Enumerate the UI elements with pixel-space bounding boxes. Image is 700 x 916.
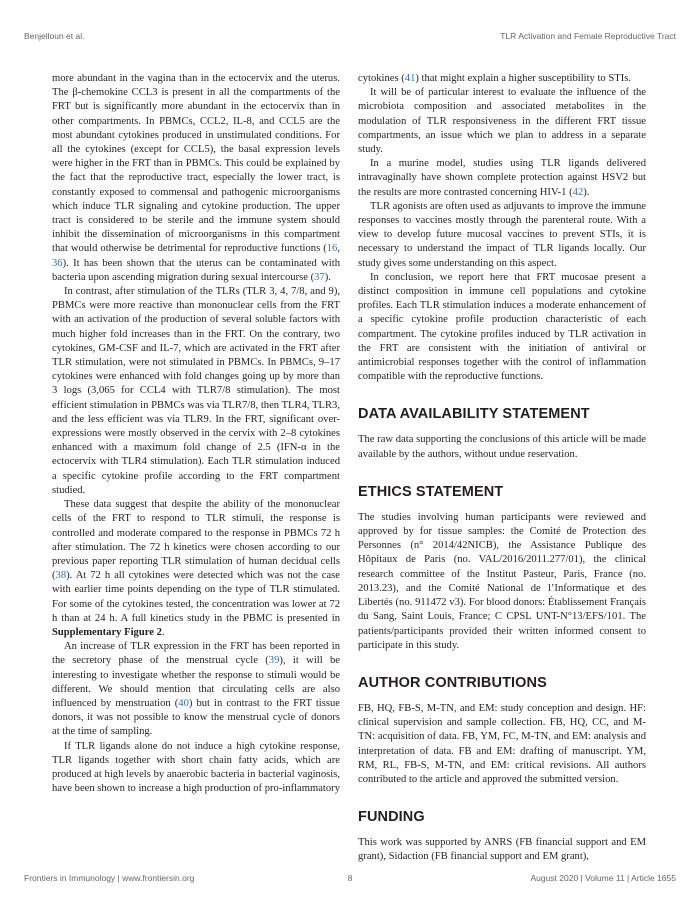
funding-text: This work was supported by ANRS (FB financial support and EM grant), Sidaction (FB financial support and EM grant), bbox=[358, 837, 646, 863]
citation-link[interactable]: 36 bbox=[52, 257, 63, 269]
paragraph: TLR agonists are often used as adjuvants to improve the immune responses to vaccines mostly through the parenteral route. With a view to develop future mucosal vaccines to prevent STIs, it is necessary to understand the impact of TLR ligands locally. Our study gives some understanding on this aspect. bbox=[358, 200, 646, 269]
paragraph: It will be of particular interest to evaluate the influence of the microbiota composition and associated metabolites in the modulation of TLR responsiveness in the different FRT tissue compartments, an issue which we plan to address in a separate study. bbox=[358, 87, 646, 156]
right-column bbox=[358, 72, 646, 865]
section-heading-author-contributions: AUTHOR CONTRIBUTIONS bbox=[358, 674, 547, 691]
footer-journal-link[interactable]: Frontiers in Immunology | www.frontiersin.org bbox=[24, 873, 195, 883]
author-contributions-text: FB, HQ, FB-S, M-TN, and EM: study conception and design. HF: clinical supervision and sample collection. FB, HQ, CC, and M-TN: acquisition of data. FB, YM, FC, M-TN, and EM: analysis and interpretation of data. FB and EM: drafting of manuscript. YM, RM, RL, FB-S, M-TN, and EM: critical revisions. All authors contributed to the article and approved the submitted version. bbox=[358, 702, 646, 785]
ethics-text: The studies involving human participants were reviewed and approved by for tissue samples: the Comité de Protection des Personnes (n° 2014/42NICB), the Assistance Publique des Hôpitaux de Paris (no. VAL/2016/2011.277/01), the clinical research committee of the Institut Pasteur, Paris, France (no. 2013.23), and the Comité National de l’Informatique et des Libertés (no. 911472 v3). For blood donors: Établissement Français du Sang, Saint Louis, France; C CPSL UNT-N°13/EFS/101. The patients/participants provided their written informed consent to participate in this study. bbox=[358, 511, 646, 651]
citation-link[interactable]: 40 bbox=[178, 697, 189, 709]
citation-link[interactable]: 38 bbox=[55, 570, 67, 582]
section-heading-funding: FUNDING bbox=[358, 809, 425, 826]
citation-link[interactable]: 41 bbox=[404, 73, 416, 84]
footer-issue-info: August 2020 | Volume 11 | Article 1655 bbox=[530, 873, 676, 883]
left-column bbox=[52, 72, 340, 796]
supplementary-figure-link[interactable]: Supplementary Figure 2 bbox=[52, 626, 162, 638]
paragraph: In conclusion, we report here that FRT mucosae present a distinct composition in immune cell populations and cytokine profiles. Each TLR stimulation induces a moderate enhancement of a specific cytokine profile production characteristic of each compartment. The cytokine profiles induced by TLR activation in the FRT are consistent with the initiation of antiviral or antimicrobial responses together with the control of inflammation compatible with the reproductive functions. bbox=[358, 271, 646, 383]
paragraph: In contrast, after stimulation of the TLRs (TLR 3, 4, 7/8, and 9), PBMCs were more reactive than mononuclear cells from the FRT with an activation of the production of several soluble factors with much higher fold increases than in the FRT. On the contrary, two cytokines, GM-CSF and IL-7, which are activated in the FRT after TLR stimulation, were not stimulated in PBMCs. In PBMCs, 9–17 cytokines were enhanced with fold changes going up by more than 3 logs (3,065 for CCL4 with TLR7/8 stimulation). The most efficient stimulation in PBMCs was via TLR7/8, then TLR4, TLR3, and the less efficient was via TLR9. In the FRT, significant over-expressions were mostly observed in the cervix with 2–8 cytokines enhanced with a maximum fold change of 2.5 (IFN-α in the ectocervix with TLR4 stimulation). Each TLR stimulation induced a specific cytokine profile according to the FRT compartment studied. bbox=[52, 286, 340, 496]
citation-link[interactable]: 16 bbox=[326, 243, 338, 255]
running-header bbox=[24, 31, 676, 45]
data-availability-text: The raw data supporting the conclusions of this article will be made available by the authors, without undue reservation. bbox=[358, 434, 646, 460]
paragraph: An increase of TLR expression in the FRT has been reported in the secretory phase of the menstrual cycle (39), it will be interesting to investigate whether the response to stimuli would be different. We should mention that circulating cells are also influenced by menstruation (40) but in contrast to the FRT tissue donors, it was not possible to know the menstrual cycle of donors at the time of sampling. bbox=[52, 641, 340, 738]
paragraph: more abundant in the vagina than in the ectocervix and the uterus. The β-chemokine CCL3 is present in all the compartments of the FRT but is significantly more abundant in the ectocervix than in other compartments. In PBMCs, CCL2, IL-8, and CCL5 are the most abundant cytokines produced in unstimulated conditions. For all the cytokines (except for CCL5), the basal expression levels were higher in the FRT than in PBMCs. This could be explained by the fact that the reproductive tract, especially the lower tract, is constantly exposed to commensal and pathogenic microorganisms which induce TLR signaling and cytokine production. The upper tract is considered to be sterile and the immune system should inhibit the dissemination of microorganisms in this compartment that would otherwise be detrimental for reproductive functions (16, 36). It has been shown that the uterus can be contaminated with bacteria upon ascending migration during sexual intercourse (37). bbox=[52, 73, 340, 283]
header-authors: Benjelloun et al. bbox=[24, 31, 85, 41]
page-footer bbox=[24, 873, 676, 887]
paragraph: In a murine model, studies using TLR ligands delivered intravaginally have shown complete protection against HSV2 but the results are more contrasted concerning HIV-1 (42). bbox=[358, 158, 646, 198]
page-number: 8 bbox=[347, 873, 353, 883]
citation-link[interactable]: 37 bbox=[314, 271, 325, 283]
header-short-title: TLR Activation and Female Reproductive Tract bbox=[500, 31, 676, 41]
citation-link[interactable]: 39 bbox=[268, 655, 280, 667]
section-heading-ethics: ETHICS STATEMENT bbox=[358, 483, 504, 500]
section-heading-data-availability: DATA AVAILABILITY STATEMENT bbox=[358, 406, 590, 423]
paragraph: These data suggest that despite the ability of the mononuclear cells of the FRT to respond to TLR stimuli, the response is controlled and moderate compared to the response in PBMCs 72 h after stimulation. The 72 h kinetics were chosen according to our previous paper reporting TLR stimulation of human decidual cells (38). At 72 h all cytokines were detected which was not the case with earlier time points depending on the type of TLR stimulated. For some of the cytokines tested, the concentration was lower at 72 h than at 24 h. A full kinetics study in the PBMC is presented in Supplementary Figure 2. bbox=[52, 499, 340, 638]
paragraph: If TLR ligands alone do not induce a high cytokine response, TLR ligands together with short chain fatty acids, which are produced at high levels by anaerobic bacteria in bacterial vaginosis, have been shown to increase a high production of pro-inflammatory bbox=[52, 740, 341, 795]
citation-link[interactable]: 42 bbox=[572, 186, 584, 198]
paragraph: cytokines (41) that might explain a higher susceptibility to STIs. bbox=[358, 73, 632, 84]
